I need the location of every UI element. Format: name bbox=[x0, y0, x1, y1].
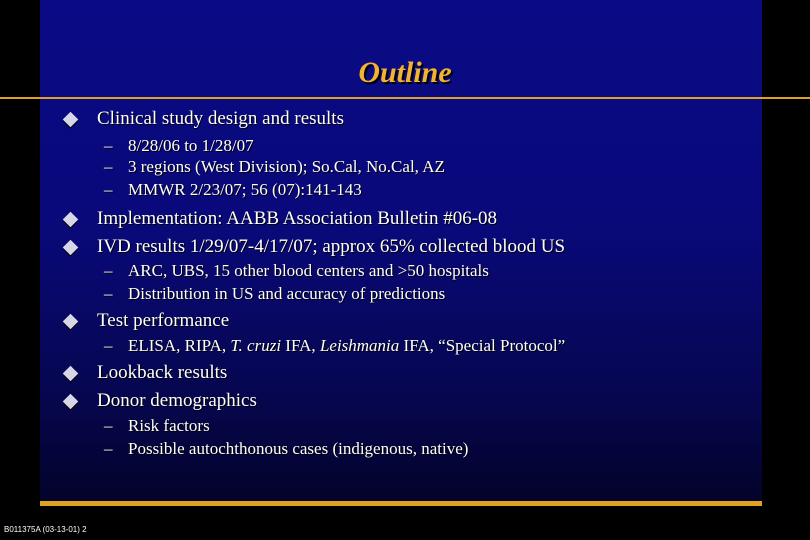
sub-bullet-text: Possible autochthonous cases (indigenous, native) bbox=[128, 439, 469, 458]
footer-slide-id: B011375A (03-13-01) 2 bbox=[4, 525, 87, 534]
sub-bullet-text: Risk factors bbox=[128, 416, 210, 435]
sub-bullet-text: Distribution in US and accuracy of predictions bbox=[128, 284, 446, 303]
bullet-text: Clinical study design and results bbox=[97, 108, 344, 129]
bullet-text: Test performance bbox=[97, 310, 230, 331]
dash-bullet-icon: – bbox=[104, 180, 113, 199]
assay-text: IFA, “Special Protocol” bbox=[399, 336, 566, 355]
slide-title: Outline bbox=[358, 56, 452, 89]
dash-bullet-icon: – bbox=[104, 284, 113, 303]
assay-text: ELISA, RIPA, bbox=[128, 336, 231, 355]
bullet-text: Lookback results bbox=[97, 362, 228, 383]
dash-bullet-icon: – bbox=[104, 416, 113, 435]
assay-text: IFA, bbox=[281, 336, 320, 355]
bullet-text: IVD results 1/29/07-4/17/07; approx 65% collected blood US bbox=[97, 236, 566, 257]
organism-name: T. cruzi bbox=[230, 336, 282, 355]
dash-bullet-icon: – bbox=[104, 157, 113, 176]
dash-bullet-icon: – bbox=[104, 336, 113, 355]
organism-name: Leishmania bbox=[319, 336, 400, 355]
title-rule bbox=[0, 97, 810, 99]
bottom-accent-bar bbox=[40, 501, 762, 506]
dash-bullet-icon: – bbox=[104, 261, 113, 280]
dash-bullet-icon: – bbox=[104, 136, 113, 155]
sub-bullet-text: 8/28/06 to 1/28/07 bbox=[128, 136, 254, 155]
sub-bullet-text: 3 regions (West Division); So.Cal, No.Cal, AZ bbox=[128, 157, 445, 176]
sub-bullet-text: MMWR 2/23/07; 56 (07):141-143 bbox=[128, 180, 362, 199]
dash-bullet-icon: – bbox=[104, 439, 113, 458]
bullet-text: Donor demographics bbox=[97, 390, 257, 411]
sub-bullet-text bbox=[128, 336, 565, 356]
sub-bullet-text: ARC, UBS, 15 other blood centers and >50 hospitals bbox=[128, 261, 489, 280]
bullet-text: Implementation: AABB Association Bulletin #06-08 bbox=[97, 208, 498, 229]
